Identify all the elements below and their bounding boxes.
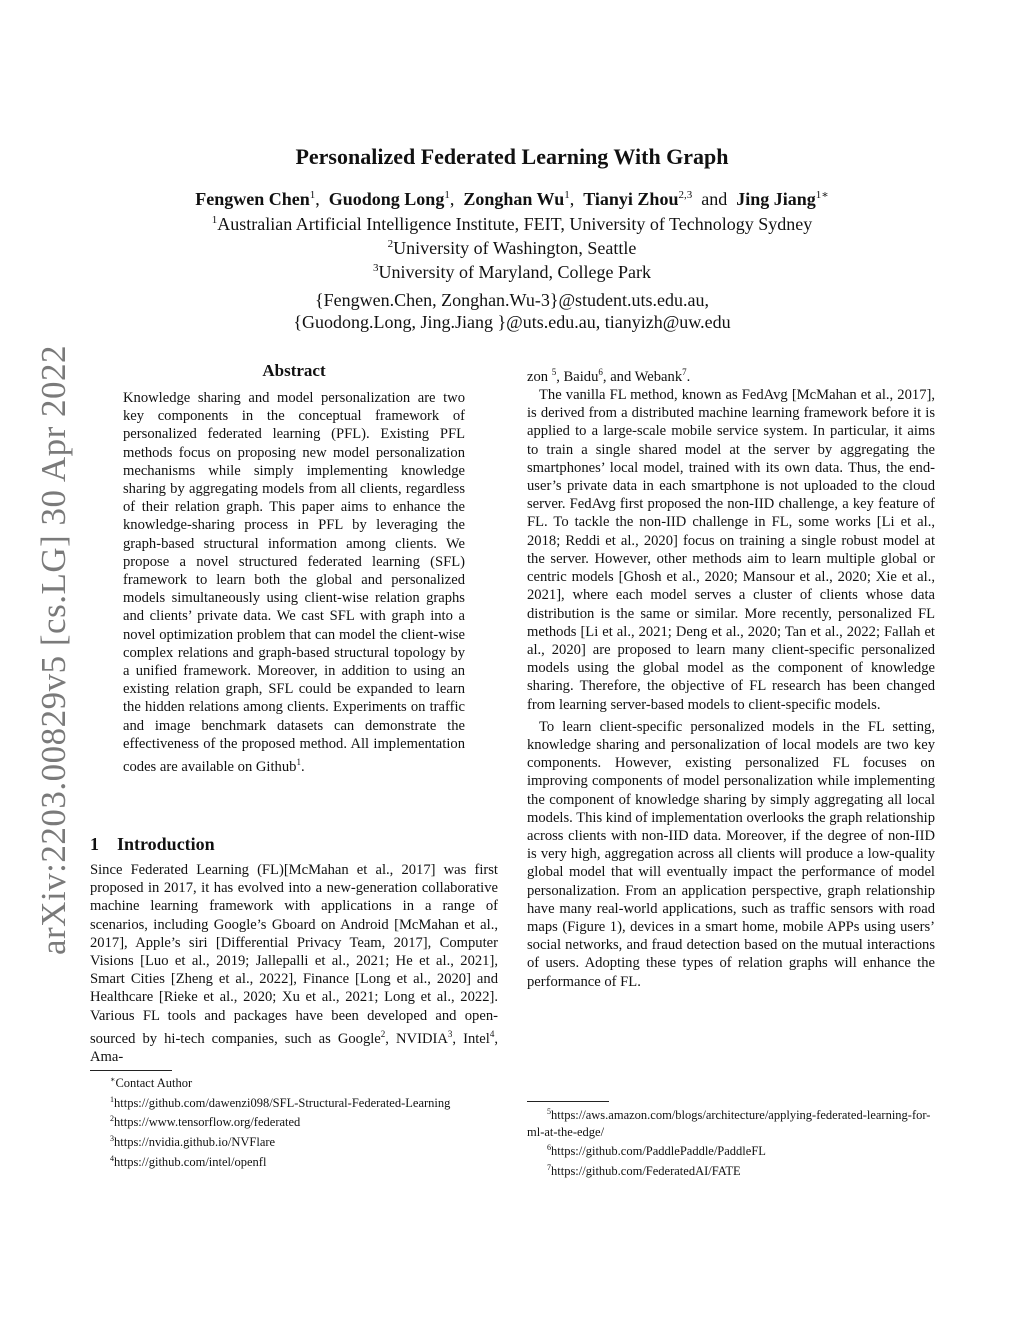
affiliation-text: Australian Artificial Intelligence Institute, FEIT, University of Technology Sydney	[217, 214, 813, 234]
paragraph-text: .	[686, 368, 691, 385]
paragraph	[527, 363, 935, 386]
abstract-end: .	[300, 758, 305, 775]
author-name: Jing Jiang	[736, 189, 816, 209]
author-name: Guodong Long	[328, 189, 445, 209]
footnote-mark: 7	[682, 367, 687, 377]
footnote-mark: 6	[598, 367, 603, 377]
author-affiliation-mark: 1	[309, 189, 316, 201]
affiliation-mark: 3	[373, 262, 379, 274]
abstract-body	[123, 389, 465, 776]
footnote-mark: 6	[547, 1143, 551, 1153]
footnote-mark: 7	[547, 1162, 551, 1172]
footnote	[90, 1131, 498, 1151]
footnote-text: https://github.com/FederatedAI/FATE	[551, 1163, 741, 1178]
email-line: {Guodong.Long, Jing.Jiang }@uts.edu.au, tianyizh@uw.edu	[293, 312, 731, 332]
abstract-heading: Abstract	[262, 361, 326, 380]
paragraph: The vanilla FL method, known as FedAvg [McMahan et al., 2017], is derived from a distributed machine learning framework before it is applied to a large-scale mobile service system. In particular, it aims to train a single shared model at the server by aggregating the smartphones’ local model, trained with its own data. Thus, the end-user’s private data in each smartphone is not uploaded to the cloud server. FedAvg first proposed the non-IID challenge, a key feature of FL. To tackle the non-IID challenge in FL, some works [Li et al., 2018; Reddi et al., 2020] focus on training a single robust model at the server. However, other methods aim to learn multiple global or centric models [Ghosh et al., 2020; Mansour et al., 2020; Xie et al., 2021], where each model serves a cluster of clients whose data distribution is the same or similar. More recently, personalized FL methods [Li et al., 2021; Deng et al., 2020; Tan et al., 2022; Fallah et al., 2020] are proposed to learn many client-specific personalized models using the global model as the component of knowledge sharing. Therefore, the objective of FL research has been changed from learning server-based models to client-specific models.	[527, 387, 935, 713]
footnote-mark: 4	[110, 1153, 114, 1163]
paragraph-text: , Ama-	[90, 1030, 498, 1065]
paragraph-text: , Intel	[452, 1030, 490, 1047]
footnote-text: https://www.tensorflow.org/federated	[114, 1115, 301, 1130]
affiliation	[0, 238, 1024, 259]
footnote-mark: 5	[551, 367, 557, 377]
footnote	[90, 1111, 498, 1131]
footnotes-left	[90, 1072, 498, 1170]
footnote	[527, 1160, 935, 1180]
footnote-text: https://nvidia.github.io/NVFlare	[114, 1135, 276, 1150]
footnote-mark: 3	[447, 1028, 453, 1039]
footnote-text: https://github.com/PaddlePaddle/PaddleFL	[551, 1144, 766, 1159]
paragraph-text: Since Federated Learning (FL)[McMahan et al., 2017] was first proposed in 2017, it has evolved into a new-generation collaborative machine learning framework with applications in a range of scenarios, including Google’s Gboard on Android [McMahan et al., 2017], Apple’s siri [Differential Privacy Team, 2017], Computer Visions [Luo et al., 2019; Jallepalli et al., 2021; He et al., 2021], Smart Cities [Zheng et al., 2022], Finance [Long et al., 2020] and Healthcare [Rieke et al., 2020; Xu et al., 2021; Long et al., 2022]. Various FL tools and packages have been developed and open-sourced by hi-tech companies, such as Google	[90, 862, 498, 1047]
footnote-mark: 1	[110, 1094, 114, 1104]
email-line: {Fengwen.Chen, Zonghan.Wu-3}@student.uts.edu.au,	[314, 290, 710, 310]
footnote-divider	[527, 1101, 609, 1102]
footnote	[527, 1140, 935, 1160]
footnotes-right	[527, 1104, 935, 1179]
author-affiliation-mark: 1∗	[815, 189, 829, 201]
paper-title: Personalized Federated Learning With Graph	[295, 144, 729, 169]
footnote-mark: 5	[547, 1107, 551, 1116]
abstract-text: Knowledge sharing and model personalization are two key components in the conceptual framework of personalized federated learning (PFL). Existing PFL methods focus on proposing new model personalization mechanisms while simply implementing knowledge sharing by aggregating models from all clients, regardless of their relation graph. This paper aims to enhance the knowledge-sharing process in PFL by leveraging the graph-based structural information among clients. We propose a novel structured federated learning (SFL) framework to learn both the global and personalized models simultaneously using client-wise relation graphs and clients’ private data. We cast SFL with graph into a novel optimization problem that can model the client-wise complex relations and graph-based structural topology by a unified framework. Moreover, in addition to using an existing relation graph, SFL could be expanded to learn the hidden relations among clients. Experiments on traffic and image benchmark datasets can demonstrate the effectiveness of the proposed method. All implementation codes are available on Github	[123, 390, 465, 775]
affiliation-mark: 1	[211, 214, 218, 226]
footnote-text: https://github.com/dawenzi098/SFL-Structural-Federated-Learning	[114, 1095, 451, 1110]
author-affiliation-mark: 1	[564, 189, 570, 201]
author-name: Tianyi Zhou	[583, 189, 679, 209]
paragraph: To learn client-specific personalized models in the FL setting, knowledge sharing and personalization of local models are two key components. However, existing personalized FL focuses on improving components of model personalization while implementing the component of knowledge sharing by simply aggregating all local models. This kind of implementation overlooks the graph relationship across clients with non-IID data. Moreover, if the degree of non-IID is very high, aggregation across all clients will produce a low-quality global model that will eventually impact the performance of model personalization. From an application perspective, graph relationship have many real-world applications, such as traffic sensors with road maps (Figure 1), devices in a smart home, mobile APPs using users’ social networks, and fraud detection based on the mutual interactions of users. Adopting these types of relation graphs will enhance the performance of FL.	[527, 718, 935, 990]
section-title: Introduction	[117, 834, 215, 854]
footnote-text: Contact Author	[115, 1076, 193, 1091]
affiliation-text: University of Maryland, College Park	[378, 262, 651, 282]
affiliation	[0, 262, 1024, 283]
right-column	[527, 363, 935, 991]
footnote-mark: 2	[380, 1028, 386, 1039]
footnote	[527, 1104, 935, 1140]
footnote-mark: 1	[296, 757, 301, 768]
footnote-mark: ∗	[110, 1075, 116, 1084]
affiliation-text: University of Washington, Seattle	[393, 238, 637, 258]
footnote-mark: 4	[489, 1028, 495, 1039]
paragraph-text: , Baidu	[556, 368, 599, 385]
footnote	[90, 1072, 498, 1092]
author-name: Zonghan Wu	[463, 189, 565, 209]
footnote-mark: 2	[110, 1114, 114, 1124]
footnote-text: https://github.com/intel/openfl	[114, 1154, 267, 1169]
footnote	[90, 1092, 498, 1112]
affiliation	[0, 214, 1024, 235]
author-affiliation-mark: 1	[444, 189, 450, 201]
author-affiliation-mark: 2,3	[678, 189, 693, 201]
footnote-text: https://aws.amazon.com/blogs/architecture/applying-federated-learning-for-ml-at-the-edge/	[527, 1108, 931, 1139]
author-name: Fengwen Chen	[195, 189, 310, 209]
footnote-mark: 3	[110, 1133, 114, 1143]
intro-paragraph	[90, 861, 498, 1066]
affiliation-mark: 2	[387, 238, 394, 250]
author-conjunction: and	[701, 189, 728, 209]
paragraph-text: zon	[527, 368, 552, 385]
section-heading	[90, 834, 215, 855]
author-list: Fengwen Chen$^1$, Guodong Long$^1$, Zonghan Wu$^1$, Tianyi Zhou$^{2,3}$ and Jing Jiang$^{1∗}$	[195, 189, 829, 209]
section-number: 1	[90, 834, 99, 854]
footnote-divider	[90, 1070, 172, 1071]
paragraph-text: , NVIDIA	[385, 1030, 448, 1047]
paragraph-text: , and Webank	[602, 368, 683, 385]
arxiv-identifier: arXiv:2203.00829v5 [cs.LG] 30 Apr 2022	[34, 344, 73, 956]
footnote	[90, 1151, 498, 1171]
